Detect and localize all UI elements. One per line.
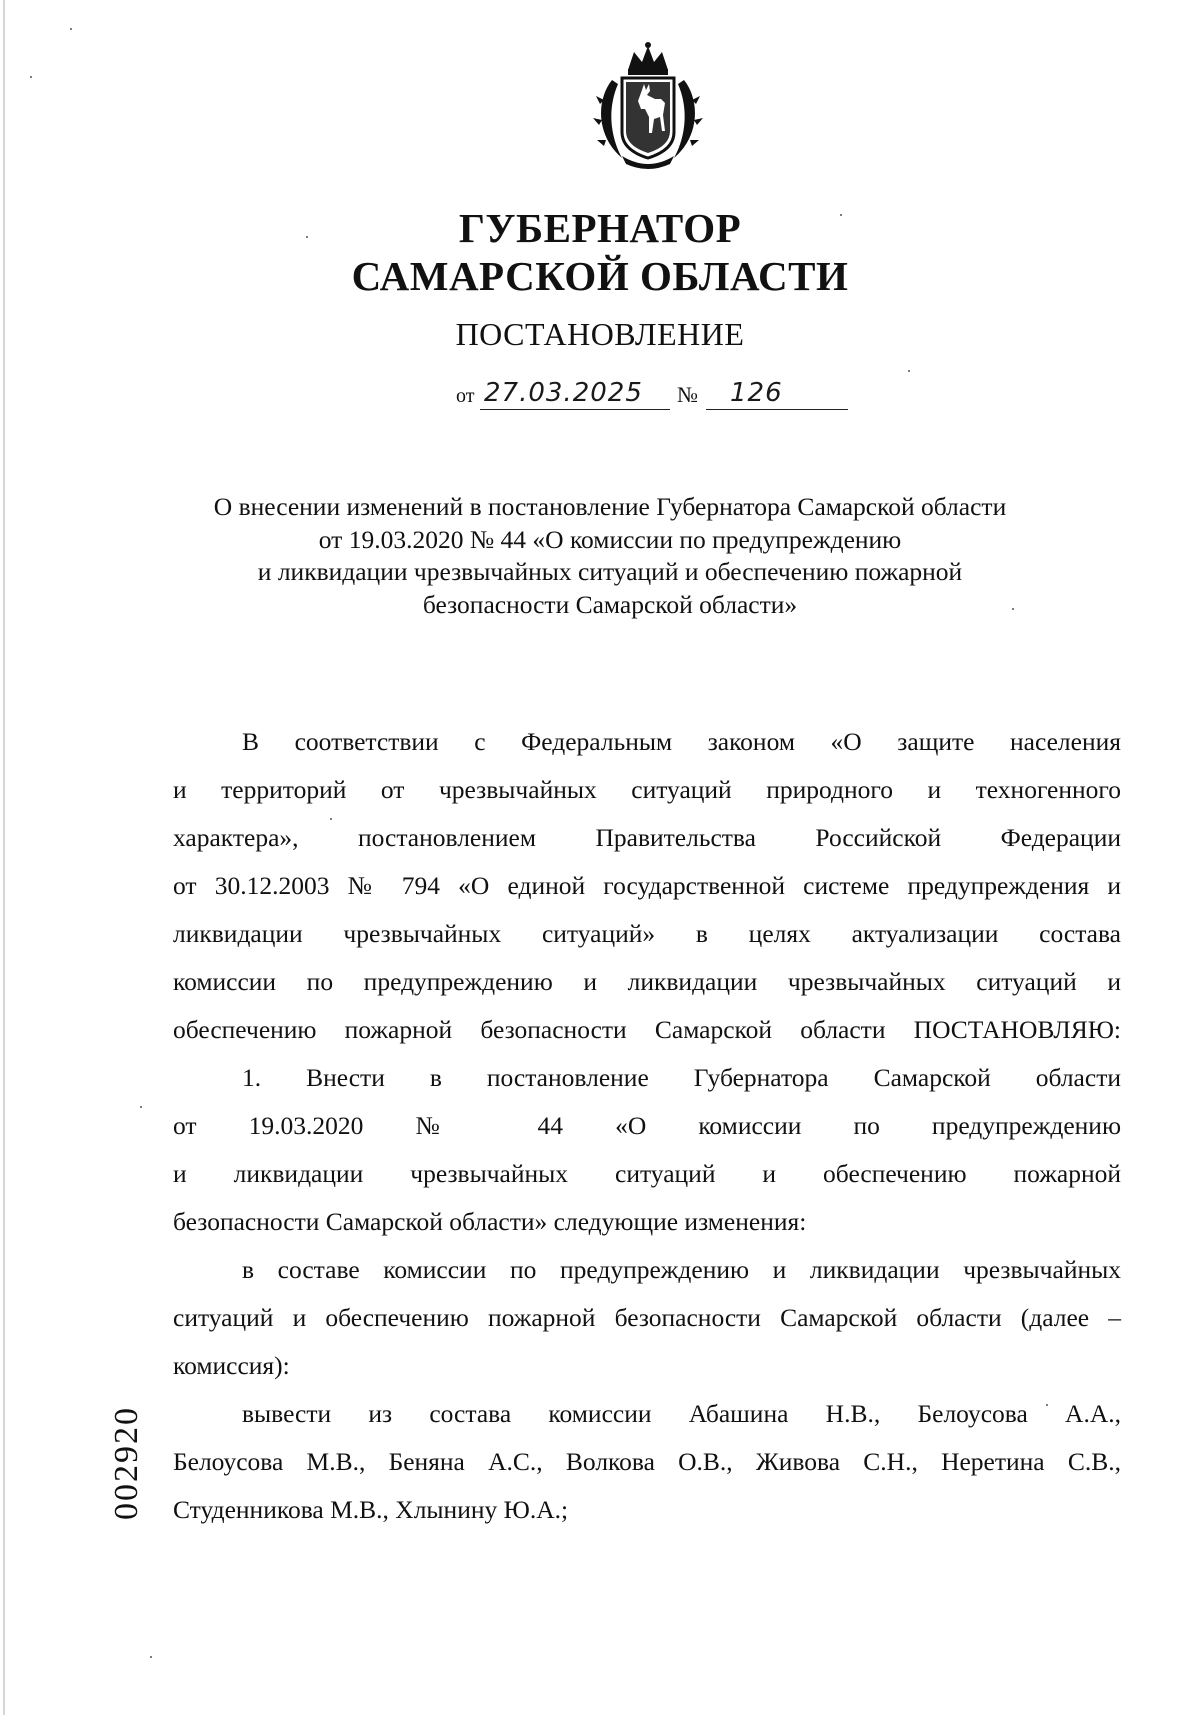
paragraph-line: ситуаций и обеспечению пожарной безопасности Самарской области (далее –: [173, 1303, 1121, 1332]
paragraph-line: комиссии по предупреждению и ликвидации чрезвычайных ситуаций и: [173, 967, 1121, 996]
document-type: ПОСТАНОВЛЕНИЕ: [455, 316, 745, 352]
number-prefix: №: [677, 382, 698, 407]
paragraph-line: ликвидации чрезвычайных ситуаций» в целях актуализации состава: [173, 919, 1121, 948]
preamble-paragraph: [173, 718, 1121, 1054]
scan-speck: [30, 76, 32, 78]
subject-line: безопасности Самарской области»: [422, 589, 798, 619]
scan-speck: [150, 1656, 152, 1658]
form-serial-number: 002920: [108, 1406, 145, 1520]
samara-coat-of-arms-icon: [582, 40, 714, 172]
paragraph-line: Студенникова М.В., Хлынину Ю.А.;: [173, 1495, 569, 1524]
date-number-line: [456, 374, 856, 414]
subject-line: О внесении изменений в постановление Губернатора Самарской области: [213, 492, 1007, 521]
authority-title-line2: САМАРСКОЙ ОБЛАСТИ: [351, 253, 849, 299]
paragraph-line: вывести из состава комиссии Абашина Н.В., Белоусова А.А.,: [242, 1399, 1121, 1428]
paragraph-line: характера», постановлением Правительства Российской Федерации: [173, 823, 1121, 852]
scan-speck: [140, 1106, 142, 1108]
date-underline: [480, 409, 670, 410]
subject-line: и ликвидации чрезвычайных ситуаций и обеспечению пожарной: [257, 557, 963, 586]
paragraph-line: и территорий от чрезвычайных ситуаций природного и техногенного: [173, 775, 1121, 804]
paragraph-line: безопасности Самарской области» следующие изменения:: [173, 1207, 807, 1236]
document-subject: [150, 491, 1070, 621]
item-1-paragraph: [173, 1054, 1121, 1246]
composition-paragraph: [173, 1246, 1121, 1390]
paragraph-line: и ликвидации чрезвычайных ситуаций и обеспечению пожарной: [173, 1159, 1121, 1188]
authority-title-line1: ГУБЕРНАТОР: [458, 205, 742, 251]
date-prefix: от: [456, 385, 475, 407]
handwritten-date: 27.03.2025: [484, 378, 643, 408]
handwritten-number: 126: [730, 378, 783, 408]
paragraph-line: обеспечению пожарной безопасности Самарской области ПОСТАНОВЛЯЮ:: [173, 1015, 1121, 1044]
removal-paragraph: [173, 1390, 1121, 1534]
paragraph-line: В соответствии с Федеральным законом «О защите населения: [242, 727, 1121, 756]
paragraph-line: Белоусова М.В., Беняна А.С., Волкова О.В., Живова С.Н., Неретина С.В.,: [173, 1447, 1121, 1476]
paragraph-line: от 30.12.2003 № 794 «О единой государственной системе предупреждения и: [173, 871, 1121, 900]
paragraph-line: 1. Внести в постановление Губернатора Самарской области: [242, 1063, 1121, 1092]
paragraph-line: от 19.03.2020 № 44 «О комиссии по предупреждению: [173, 1111, 1121, 1140]
number-underline: [706, 409, 848, 410]
subject-line: от 19.03.2020 № 44 «О комиссии по предупреждению: [318, 524, 902, 554]
scan-speck: [70, 28, 72, 30]
paragraph-line: комиссия):: [173, 1351, 290, 1380]
scan-speck: [908, 370, 910, 372]
paragraph-line: в составе комиссии по предупреждению и ликвидации чрезвычайных: [242, 1255, 1121, 1284]
